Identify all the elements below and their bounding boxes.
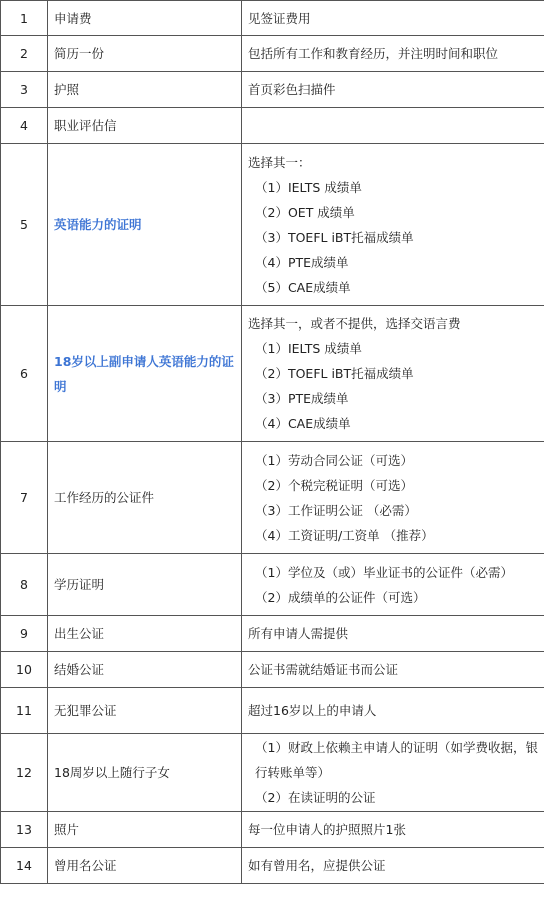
detail-line: （1）IELTS 成绩单: [255, 341, 362, 356]
table-row: [1, 442, 544, 554]
detail-line: 选择其一，或者不提供，选择交语言费: [248, 316, 461, 331]
document-item: 无犯罪公证: [48, 688, 242, 734]
row-number: 2: [1, 36, 48, 72]
detail-line: 超过16岁以上的申请人: [248, 703, 377, 718]
detail-line: （2）个税完税证明（可选）: [255, 477, 413, 493]
table-row: [1, 36, 544, 72]
document-detail: [242, 72, 544, 108]
detail-line: （2）成绩单的公证件（可选）: [255, 589, 426, 605]
document-detail: [242, 688, 544, 734]
detail-line: （4）PTE成绩单: [255, 254, 349, 270]
row-number: 11: [1, 688, 48, 734]
detail-line: 每一位申请人的护照照片1张: [248, 822, 406, 837]
row-number: 8: [1, 554, 48, 616]
document-detail: [242, 734, 544, 812]
detail-line: （3）工作证明公证 （必需）: [255, 502, 417, 518]
document-detail: [242, 812, 544, 848]
detail-line: （5）CAE成绩单: [255, 279, 351, 295]
table-row: [1, 652, 544, 688]
document-item: 护照: [48, 72, 242, 108]
row-number: 4: [1, 108, 48, 144]
table-row: [1, 616, 544, 652]
detail-line: 如有曾用名，应提供公证: [248, 858, 386, 873]
document-detail: [242, 1, 544, 36]
detail-line: 公证书需就结婚证书而公证: [248, 662, 399, 677]
document-detail: [242, 306, 544, 442]
document-item: 照片: [48, 812, 242, 848]
table-row: [1, 72, 544, 108]
detail-line: 所有申请人需提供: [248, 626, 349, 641]
document-item: 英语能力的证明: [48, 144, 242, 306]
document-item: 学历证明: [48, 554, 242, 616]
detail-line: （3）PTE成绩单: [255, 391, 349, 406]
row-number: 13: [1, 812, 48, 848]
detail-line: （1）劳动合同公证（可选）: [255, 452, 413, 468]
table-row: [1, 812, 544, 848]
row-number: 12: [1, 734, 48, 812]
document-item: 18周岁以上随行子女: [48, 734, 242, 812]
document-detail: [242, 442, 544, 554]
detail-line: 包括所有工作和教育经历，并注明时间和职位: [248, 46, 499, 61]
table-row: [1, 1, 544, 36]
document-detail: [242, 144, 544, 306]
row-number: 9: [1, 616, 48, 652]
detail-line: （1）IELTS 成绩单: [255, 179, 362, 195]
detail-line: （2）TOEFL iBT托福成绩单: [255, 366, 414, 381]
document-item: 出生公证: [48, 616, 242, 652]
document-detail: [242, 848, 544, 884]
table-row: [1, 108, 544, 144]
detail-line: （3）TOEFL iBT托福成绩单: [255, 229, 414, 245]
row-number: 1: [1, 1, 48, 36]
row-number: 10: [1, 652, 48, 688]
document-item: 职业评估信: [48, 108, 242, 144]
document-detail: [242, 616, 544, 652]
detail-line: （2）在读证明的公证: [255, 790, 376, 805]
detail-line: （1）财政上依赖主申请人的证明（如学费收据，银行转账单等）: [255, 740, 538, 780]
row-number: 7: [1, 442, 48, 554]
detail-line: （1）学位及（或）毕业证书的公证件（必需）: [255, 564, 513, 580]
row-number: 6: [1, 306, 48, 442]
document-item: 结婚公证: [48, 652, 242, 688]
detail-line: 见签证费用: [248, 10, 311, 26]
row-number: 14: [1, 848, 48, 884]
document-detail: [242, 554, 544, 616]
row-number: 5: [1, 144, 48, 306]
document-item: 18岁以上副申请人英语能力的证明: [48, 306, 242, 442]
detail-line: （2）OET 成绩单: [255, 204, 355, 220]
table-row: [1, 734, 544, 812]
table-row: [1, 688, 544, 734]
document-item: 简历一份: [48, 36, 242, 72]
document-detail: [242, 652, 544, 688]
detail-line: 选择其一：: [248, 154, 311, 170]
table-row: [1, 306, 544, 442]
detail-line: 首页彩色扫描件: [248, 82, 336, 97]
detail-line: （4）CAE成绩单: [255, 416, 351, 431]
table-row: [1, 144, 544, 306]
document-detail: [242, 36, 544, 72]
row-number: 3: [1, 72, 48, 108]
document-item: 申请费: [48, 1, 242, 36]
document-detail: [242, 108, 544, 144]
table-row: [1, 554, 544, 616]
document-item: 工作经历的公证件: [48, 442, 242, 554]
detail-line: （4）工资证明/工资单 （推荐）: [255, 527, 434, 543]
table-body: [1, 1, 544, 884]
table-row: [1, 848, 544, 884]
document-item: 曾用名公证: [48, 848, 242, 884]
